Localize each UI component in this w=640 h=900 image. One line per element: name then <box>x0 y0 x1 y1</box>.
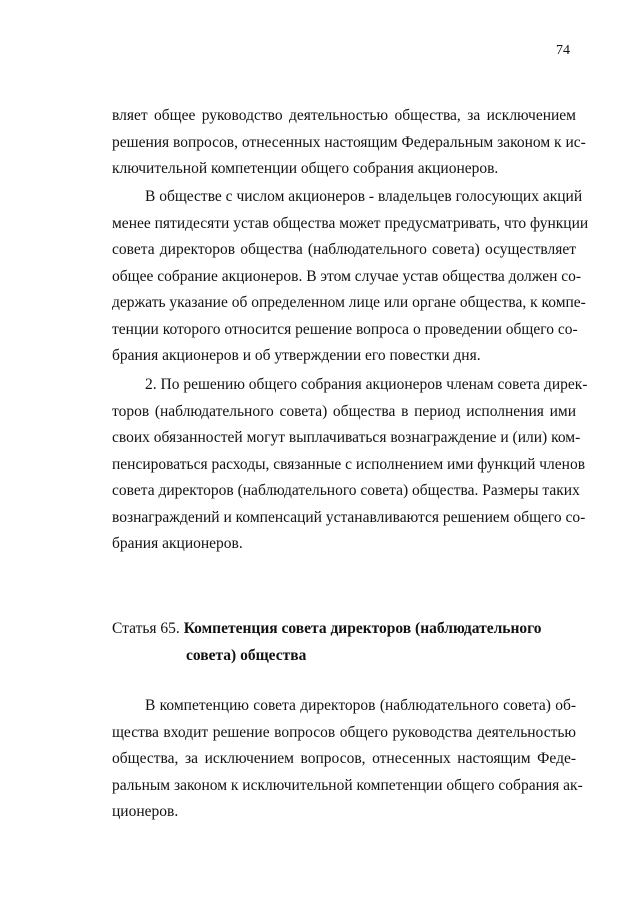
text-line: торов (наблюдательного совета) общества в период исполнения ими <box>112 402 576 420</box>
article-heading <box>112 615 576 669</box>
paragraph-remuneration <box>112 372 588 558</box>
text-line: менее пятидесяти устав общества может предусматривать, что функции <box>112 214 589 232</box>
paragraph-shareholders-function <box>112 184 589 370</box>
text-line: общее собрание акционеров. В этом случае устав общества должен со- <box>112 267 582 285</box>
page-number: 74 <box>556 43 570 58</box>
article-title-line2: совета) общества <box>186 647 307 664</box>
text-line: ральным законом к исключительной компетенции общего собрания ак- <box>112 776 583 794</box>
text-line: общества, за исключением вопросов, отнесенных настоящим Феде- <box>112 750 576 767</box>
text-line: щества входит решение вопросов общего руководства деятельностью <box>112 723 576 741</box>
text-line: совета директоров (наблюдательного совета) общества. Размеры таких <box>112 482 580 499</box>
text-line: решения вопросов, отнесенных настоящим Федеральным законом к ис- <box>112 133 586 151</box>
text-line: В обществе с числом акционеров - владельцев голосующих акций <box>145 188 583 205</box>
text-line: пенсироваться расходы, связанные с исполнением ими функций членов <box>112 455 586 473</box>
text-line: вляет общее руководство деятельностью общества, за исключением <box>112 107 576 124</box>
text-line: совета директоров общества (наблюдательного совета) осуществляет <box>112 241 576 258</box>
text-line: держать указание об определенном лице или органе общества, к компе- <box>112 294 586 311</box>
paragraph-continuation <box>112 103 586 183</box>
text-line: В компетенцию совета директоров (наблюдательного совета) об- <box>145 697 576 714</box>
text-line: 2. По решению общего собрания акционеров членам совета дирек- <box>145 376 588 393</box>
text-line: вознаграждений и компенсаций устанавливаются решением общего со- <box>112 508 586 526</box>
text-line: тенции которого относится решение вопроса о проведении общего со- <box>112 320 578 338</box>
text-line: своих обязанностей могут выплачиваться вознаграждение и (или) ком- <box>112 429 581 446</box>
paragraph-board-competence <box>112 693 583 826</box>
text-line: ционеров. <box>112 803 179 820</box>
text-line: ключительной компетенции общего собрания акционеров. <box>112 160 499 177</box>
article-title-line1: Компетенция совета директоров (наблюдательного <box>183 620 542 637</box>
article-number: Статья 65. <box>112 620 180 637</box>
text-line: брания акционеров и об утверждении его повестки дня. <box>112 347 481 364</box>
text-line: брания акционеров. <box>112 535 243 552</box>
